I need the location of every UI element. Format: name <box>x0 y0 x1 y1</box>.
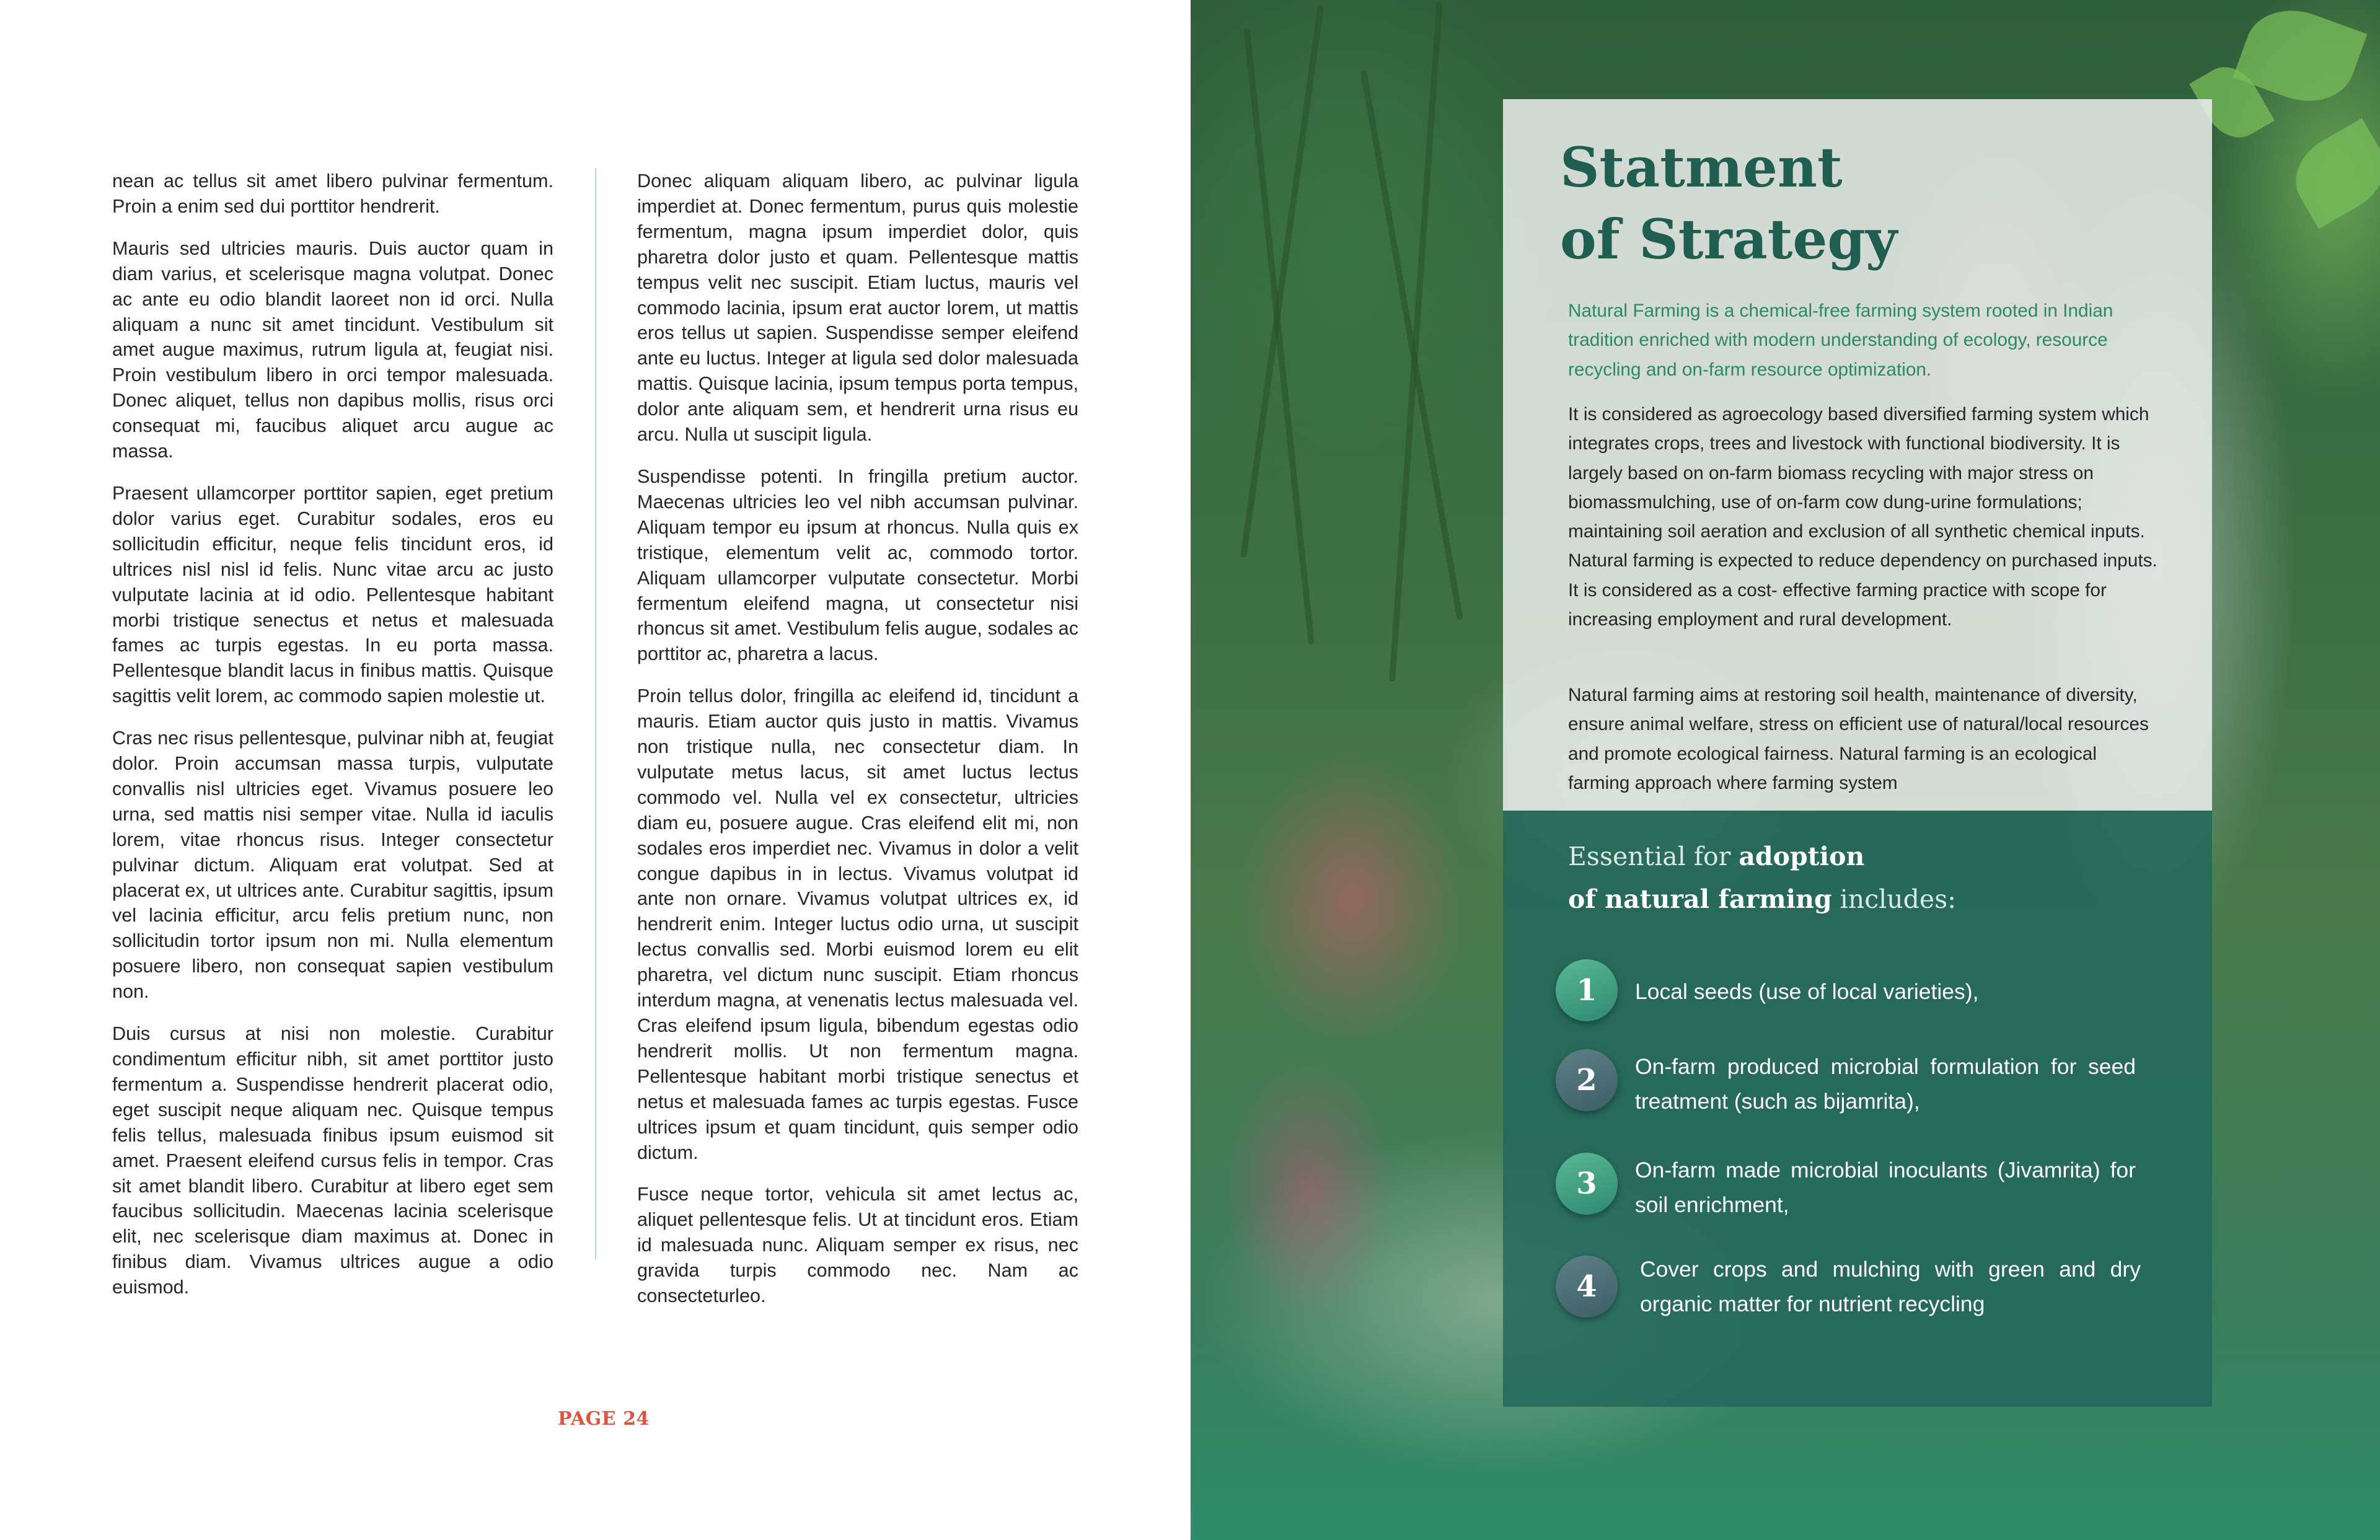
grass-blade <box>1389 1 1443 682</box>
right-page-photo <box>1191 0 2380 1540</box>
essential-text: On-farm made microbial inoculants (Jivamrita) for soil enrichment, <box>1635 1158 2136 1217</box>
column-divider <box>595 169 596 1259</box>
strategy-paragraph: Natural farming aims at restoring soil health, maintenance of diversity, ensure animal welfare, stress on efficient use of natural/local resources and promote ecological fairness. Natural farming is an ecological farming approach where farming system <box>1568 685 2149 793</box>
strategy-card <box>1503 99 2212 811</box>
strategy-paragraph: It is considered as agroecology based diversified farming system which integrates crops, trees and livestock with functional biodiversity. It is largely based on on-farm biomass recycling with major stress on biomassmulching, use of on-farm cow dung-urine formulations; maintaining soil aeration and exclusion of all synthetic chemical inputs. Natural farming is expected to reduce dependency on purchased inputs. It is considered as a cost- effective farming practice with scope for increasing employment and rural development. <box>1568 404 2157 630</box>
grass-blade <box>1360 70 1463 620</box>
body-paragraph: Praesent ullamcorper porttitor sapien, eget pretium dolor varius eget. Curabitur sodales, eros eu sollicitudin efficitur, neque felis tincidunt eros, id ultrices nisl nisl id felis. Nunc vitae arcu ac justo vulputate lacinia at id odio. Pellentesque habitant morbi tristique senectus et netus et malesuada fames ac turpis egestas. In eu porta massa. Pellentesque blandit lacus in finibus mattis. Quisque sagittis velit lorem, ac commodo sapien molestie ut. <box>112 482 553 707</box>
heading-text: Essential for <box>1568 842 1739 871</box>
body-paragraph: Mauris sed ultricies mauris. Duis auctor quam in diam varius, et scelerisque magna volutpat. Donec ac ante eu odio blandit laoreet non id orci. Nulla aliquam a nunc sit amet tincidunt. Vestibulum sit amet augue maximus, rutrum ligula at, feugiat nisi. Proin vestibulum libero in orci tempor malesuada. Donec aliquet, tellus non dapibus mollis, risus orci consequat mi, faucibus aliquet arcu augue ac massa. <box>112 237 553 462</box>
heading-bold: of natural farming <box>1568 884 1832 914</box>
strategy-intro: Natural Farming is a chemical-free farming system rooted in Indian tradition enriched with modern understanding of ecology, resource recycling and on-farm resource optimization. <box>1568 301 2113 380</box>
number-badge: 1 <box>1556 959 1618 1021</box>
page-number: PAGE 24 <box>558 1408 650 1430</box>
body-paragraph: Fusce neque tortor, vehicula sit amet lectus ac, aliquet pellentesque felis. Ut at tincidunt eros. Etiam id malesuada nunc. Aliquam semper ex risus, nec gravida turpis commodo nec. Nam ac consecteturleo. <box>637 1184 1078 1307</box>
body-paragraph: Cras nec risus pellentesque, pulvinar nibh at, feugiat dolor. Proin accumsan massa turpis, vulputate convallis nisl ultricies eget. Vivamus posuere leo urna, sed mattis nisi semper vitae. Nulla id iaculis lorem, vitae rhoncus risus. Integer consectetur pulvinar dictum. Aliquam erat volutpat. Sed at placerat ex, ut ultrices ante. Curabitur sagittis, ipsum vel lacinia efficitur, arcu felis pretium nunc, non sollicitudin tortor ipsum non mi. Nulla elementum posuere libero, non consequat sapien vestibulum non. <box>112 728 553 1003</box>
strategy-title <box>1560 131 1897 275</box>
text-column-right <box>637 169 1078 1326</box>
body-paragraph: Donec aliquam aliquam libero, ac pulvinar ligula imperdiet at. Donec fermentum, purus quis molestie fermentum, magna ipsum imperdiet dolor, quis pharetra dolor justo et quam. Pellentesque mattis tempus velit nec suscipit. Etiam luctus, mauris vel commodo lacinia, ipsum erat auctor lorem, ut mattis eros tellus ut sapien. Suspendisse semper eleifend ante eu luctus. Integer at ligula sed dolor malesuada mattis. Quisque lacinia, ipsum tempus porta tempus, dolor ante aliquam sem, et hendrerit urna risus eu arcu. Nulla ut suscipit ligula. <box>637 170 1078 446</box>
body-paragraph: nean ac tellus sit amet libero pulvinar fermentum. Proin a enim sed dui porttitor hendrerit. <box>112 170 553 217</box>
essentials-heading <box>1568 835 2126 921</box>
heading-bold: adoption <box>1739 842 1865 871</box>
essential-text: Local seeds (use of local varieties), <box>1635 979 1979 1004</box>
title-line: Statment <box>1560 135 1843 200</box>
body-paragraph: Duis cursus at nisi non molestie. Curabitur condimentum efficitur nibh, sit amet porttitor justo fermentum a. Suspendisse hendrerit placerat odio, eget suscipit neque aliquam nec. Quisque tempus felis tellus, malesuada finibus ipsum euismod sit amet. Praesent eleifend cursus felis in tempor. Cras sit amet blandit libero. Curabitur at libero eget sem faucibus sollicitudin. Maecenas lacinia scelerisque elit, nec scelerisque diam maximus at. Donec in finibus diam. Vivamus ultrices augue a odio euismod. <box>112 1023 553 1298</box>
body-paragraph: Proin tellus dolor, fringilla ac eleifend id, tincidunt a mauris. Etiam auctor quis justo in mattis. Vivamus non tristique nulla, nec consectetur diam. In vulputate metus lacus, sit amet luctus lectus commodo vel. Nulla vel ex consectetur, ultricies diam eu, posuere augue. Cras eleifend elit mi, non sodales eros imperdiet nec. Vivamus in dolor a velit congue dapibus in in lectus. Vivamus volutpat id ante non ornare. Vivamus volutpat ultrices ex, id hendrerit enim. Integer luctus odio urna, ut suscipit lectus convallis sed. Morbi euismod lorem eu elit pharetra, vel dictum nunc suscipit. Etiam rhoncus interdum magna, at venenatis lectus malesuada vel. Cras eleifend ipsum ligula, bibendum egestas odio hendrerit mollis. Ut non fermentum magna. Pellentesque habitant morbi tristique senectus et netus et malesuada fames ac turpis egestas. Fusce ultrices ipsum et quam tincidunt, quis semper odio dictum. <box>637 685 1078 1163</box>
essential-text: On-farm produced microbial formulation for seed treatment (such as bijamrita), <box>1635 1054 2136 1114</box>
heading-text: includes: <box>1831 884 1957 914</box>
leaf-shape <box>2281 118 2380 229</box>
essential-text: Cover crops and mulching with green and dry organic matter for nutrient recycling <box>1640 1257 2141 1316</box>
title-line: of Strategy <box>1560 207 1898 271</box>
number-badge: 3 <box>1556 1153 1618 1215</box>
body-paragraph: Suspendisse potenti. In fringilla pretium auctor. Maecenas ultricies leo vel nibh accumsan pulvinar. Aliquam tempor eu ipsum at rhoncus. Nulla quis ex tristique, elementum velit ac, commodo tortor. Aliquam ullamcorper vulputate consectetur. Morbi fermentum eleifend magna, ut consectetur nisi rhoncus sit amet. Vestibulum felis augue, sodales ac porttitor ac, pharetra a lacus. <box>637 465 1078 665</box>
essentials-panel <box>1503 811 2212 1407</box>
number-badge: 4 <box>1556 1256 1618 1318</box>
text-column-left <box>112 169 553 1317</box>
number-badge: 2 <box>1556 1049 1618 1111</box>
